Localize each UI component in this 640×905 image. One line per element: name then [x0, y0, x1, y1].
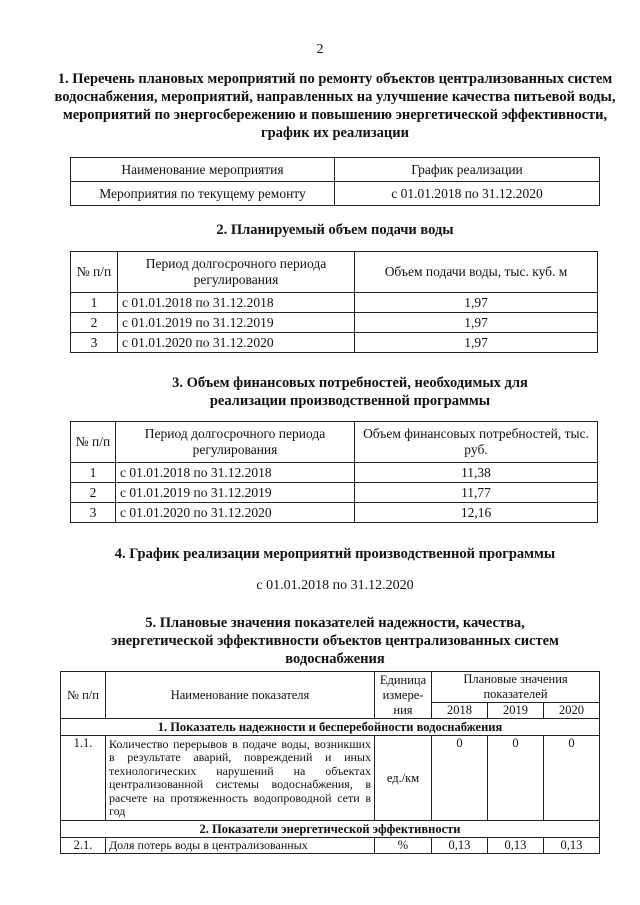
table-cell: с 01.01.2018 по 31.12.2020	[335, 182, 600, 206]
table-row	[71, 313, 598, 333]
table-cell: с 01.01.2020 по 31.12.2020	[118, 333, 355, 353]
table-cell: Мероприятия по текущему ремонту	[71, 182, 335, 206]
table-row	[71, 463, 598, 483]
table-cell: ед./км	[375, 736, 432, 821]
section5-title: 5. Плановые значения показателей надежности, качества, энергетической эффективности объектов централизованных систем водоснабжения	[111, 615, 559, 667]
table-header-row	[71, 158, 600, 182]
table-cell: с 01.01.2018 по 31.12.2018	[116, 463, 355, 483]
table-row	[71, 503, 598, 523]
table-cell: 2.1.	[61, 838, 106, 854]
header-cell: Единица измере-ния	[375, 672, 432, 719]
header-cell: Период долгосрочного периода регулирования	[118, 252, 355, 293]
table-cell: 3	[71, 333, 118, 353]
table-cell: с 01.01.2018 по 31.12.2018	[118, 293, 355, 313]
table-cell: 1,97	[355, 313, 598, 333]
table-cell: 1,97	[355, 333, 598, 353]
table-cell: 3	[71, 503, 116, 523]
table-cell: 0	[487, 736, 543, 821]
table-cell: Количество перерывов в подаче воды, возникших в результате аварий, повреждений и иных технологических нарушений на объектах централизованной системы водоснабжения, в расчете на протяженность водопроводной сети в год	[106, 736, 375, 821]
table-group-row	[61, 719, 600, 736]
header-cell: 2018	[432, 703, 488, 719]
table-cell: 0	[543, 736, 599, 821]
table-cell: с 01.01.2020 по 31.12.2020	[116, 503, 355, 523]
table-cell: 0,13	[487, 838, 543, 854]
table-group-row	[61, 821, 600, 838]
header-cell: 2020	[543, 703, 599, 719]
table-row	[61, 736, 600, 821]
financial-needs-table	[70, 421, 598, 523]
table-row	[61, 838, 600, 854]
header-cell: № п/п	[71, 422, 116, 463]
header-cell: № п/п	[61, 672, 106, 719]
header-cell: Период долгосрочного периода регулирования	[116, 422, 355, 463]
table-row	[71, 483, 598, 503]
header-cell: Объем финансовых потребностей, тыс. руб.	[355, 422, 598, 463]
header-cell: Объем подачи воды, тыс. куб. м	[355, 252, 598, 293]
header-cell: График реализации	[335, 158, 600, 182]
indicators-table	[60, 671, 600, 854]
table-cell: Доля потерь воды в централизованных	[106, 838, 375, 854]
table-cell: 1	[71, 293, 118, 313]
section2-title: 2. Планируемый объем подачи воды	[216, 222, 454, 238]
table-row	[71, 182, 600, 206]
group-heading: 1. Показатель надежности и бесперебойности водоснабжения	[61, 719, 600, 736]
table-cell: 0,13	[432, 838, 488, 854]
table-cell: 1.1.	[61, 736, 106, 821]
table-cell: %	[375, 838, 432, 854]
section3-title: 3. Объем финансовых потребностей, необходимых для реализации производственной программы	[172, 375, 528, 409]
header-cell: Наименование мероприятия	[71, 158, 335, 182]
header-cell: № п/п	[71, 252, 118, 293]
activities-table	[70, 157, 600, 206]
table-cell: с 01.01.2019 по 31.12.2019	[118, 313, 355, 333]
header-cell: 2019	[487, 703, 543, 719]
table-cell: с 01.01.2019 по 31.12.2019	[116, 483, 355, 503]
table-header-row	[61, 672, 600, 703]
section4-period: с 01.01.2018 по 31.12.2020	[256, 578, 414, 593]
table-cell: 2	[71, 313, 118, 333]
table-cell: 2	[71, 483, 116, 503]
group-heading: 2. Показатели энергетической эффективности	[61, 821, 600, 838]
section1-title: 1. Перечень плановых мероприятий по ремонту объектов централизованных систем водоснабжения, мероприятий, направленных на улучшение качества питьевой воды, мероприятий по энергосбережению и повышению энергетической эффективности, график их реализации	[54, 71, 616, 141]
header-cell: Плановые значения показателей	[432, 672, 600, 703]
table-header-row	[71, 422, 598, 463]
section4-title: 4. График реализации мероприятий производственной программы	[114, 546, 556, 562]
table-cell: 1,97	[355, 293, 598, 313]
table-cell: 11,77	[355, 483, 598, 503]
table-cell: 12,16	[355, 503, 598, 523]
water-volume-table	[70, 251, 598, 353]
header-cell: Наименование показателя	[106, 672, 375, 719]
table-cell: 0	[432, 736, 488, 821]
table-header-row	[71, 252, 598, 293]
table-cell: 1	[71, 463, 116, 483]
table-row	[71, 293, 598, 313]
page-number: 2	[316, 42, 324, 57]
table-cell: 0,13	[543, 838, 599, 854]
table-cell: 11,38	[355, 463, 598, 483]
table-row	[71, 333, 598, 353]
